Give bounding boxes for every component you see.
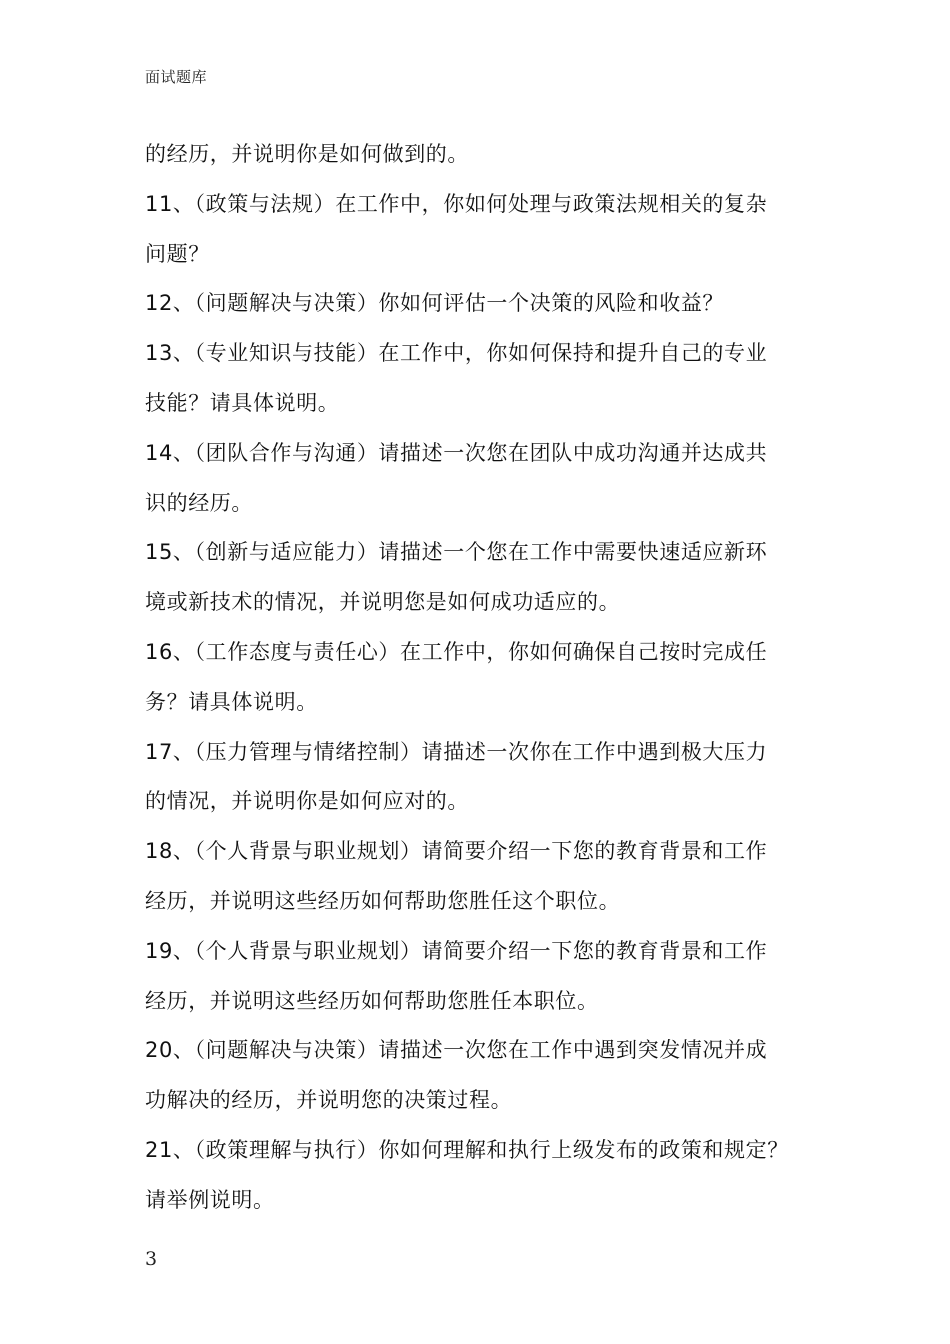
text-line: 请举例说明。 — [145, 1187, 275, 1212]
text-line: 13、（专业知识与技能）在工作中，你如何保持和提升自己的专业 — [145, 341, 768, 366]
page-header: 面试题库 — [145, 68, 208, 86]
text-line: 19、（个人背景与职业规划）请简要介绍一下您的教育背景和工作 — [145, 938, 768, 963]
text-line: 17、（压力管理与情绪控制）请描述一次你在工作中遇到极大压力 — [145, 739, 768, 764]
text-line: 功解决的经历，并说明您的决策过程。 — [145, 1088, 513, 1113]
text-line: 11、（政策与法规）在工作中，你如何处理与政策法规相关的复杂 — [145, 191, 768, 216]
text-line: 21、（政策理解与执行）你如何理解和执行上级发布的政策和规定？ — [145, 1137, 789, 1162]
text-line: 务？请具体说明。 — [145, 689, 318, 714]
document-body — [145, 130, 815, 1226]
text-line: 技能？请具体说明。 — [145, 390, 340, 415]
text-line: 16、（工作态度与责任心）在工作中，你如何确保自己按时完成任 — [145, 639, 768, 664]
text-line: 18、（个人背景与职业规划）请简要介绍一下您的教育背景和工作 — [145, 839, 768, 864]
text-line: 境或新技术的情况，并说明您是如何成功适应的。 — [145, 590, 621, 615]
text-line: 的情况，并说明你是如何应对的。 — [145, 789, 469, 814]
text-line: 问题？ — [145, 241, 210, 266]
text-line: 15、（创新与适应能力）请描述一个您在工作中需要快速适应新环 — [145, 540, 768, 565]
text-line: 经历，并说明这些经历如何帮助您胜任这个职位。 — [145, 888, 621, 913]
text-line: 识的经历。 — [145, 490, 253, 515]
page-number: 3 — [145, 1248, 158, 1270]
text-line: 20、（问题解决与决策）请描述一次您在工作中遇到突发情况并成 — [145, 1038, 768, 1063]
text-line: 的经历，并说明你是如何做到的。 — [145, 142, 469, 166]
text-line: 经历，并说明这些经历如何帮助您胜任本职位。 — [145, 988, 599, 1013]
text-line: 12、（问题解决与决策）你如何评估一个决策的风险和收益？ — [145, 291, 725, 316]
text-line: 14、（团队合作与沟通）请描述一次您在团队中成功沟通并达成共 — [145, 440, 768, 465]
